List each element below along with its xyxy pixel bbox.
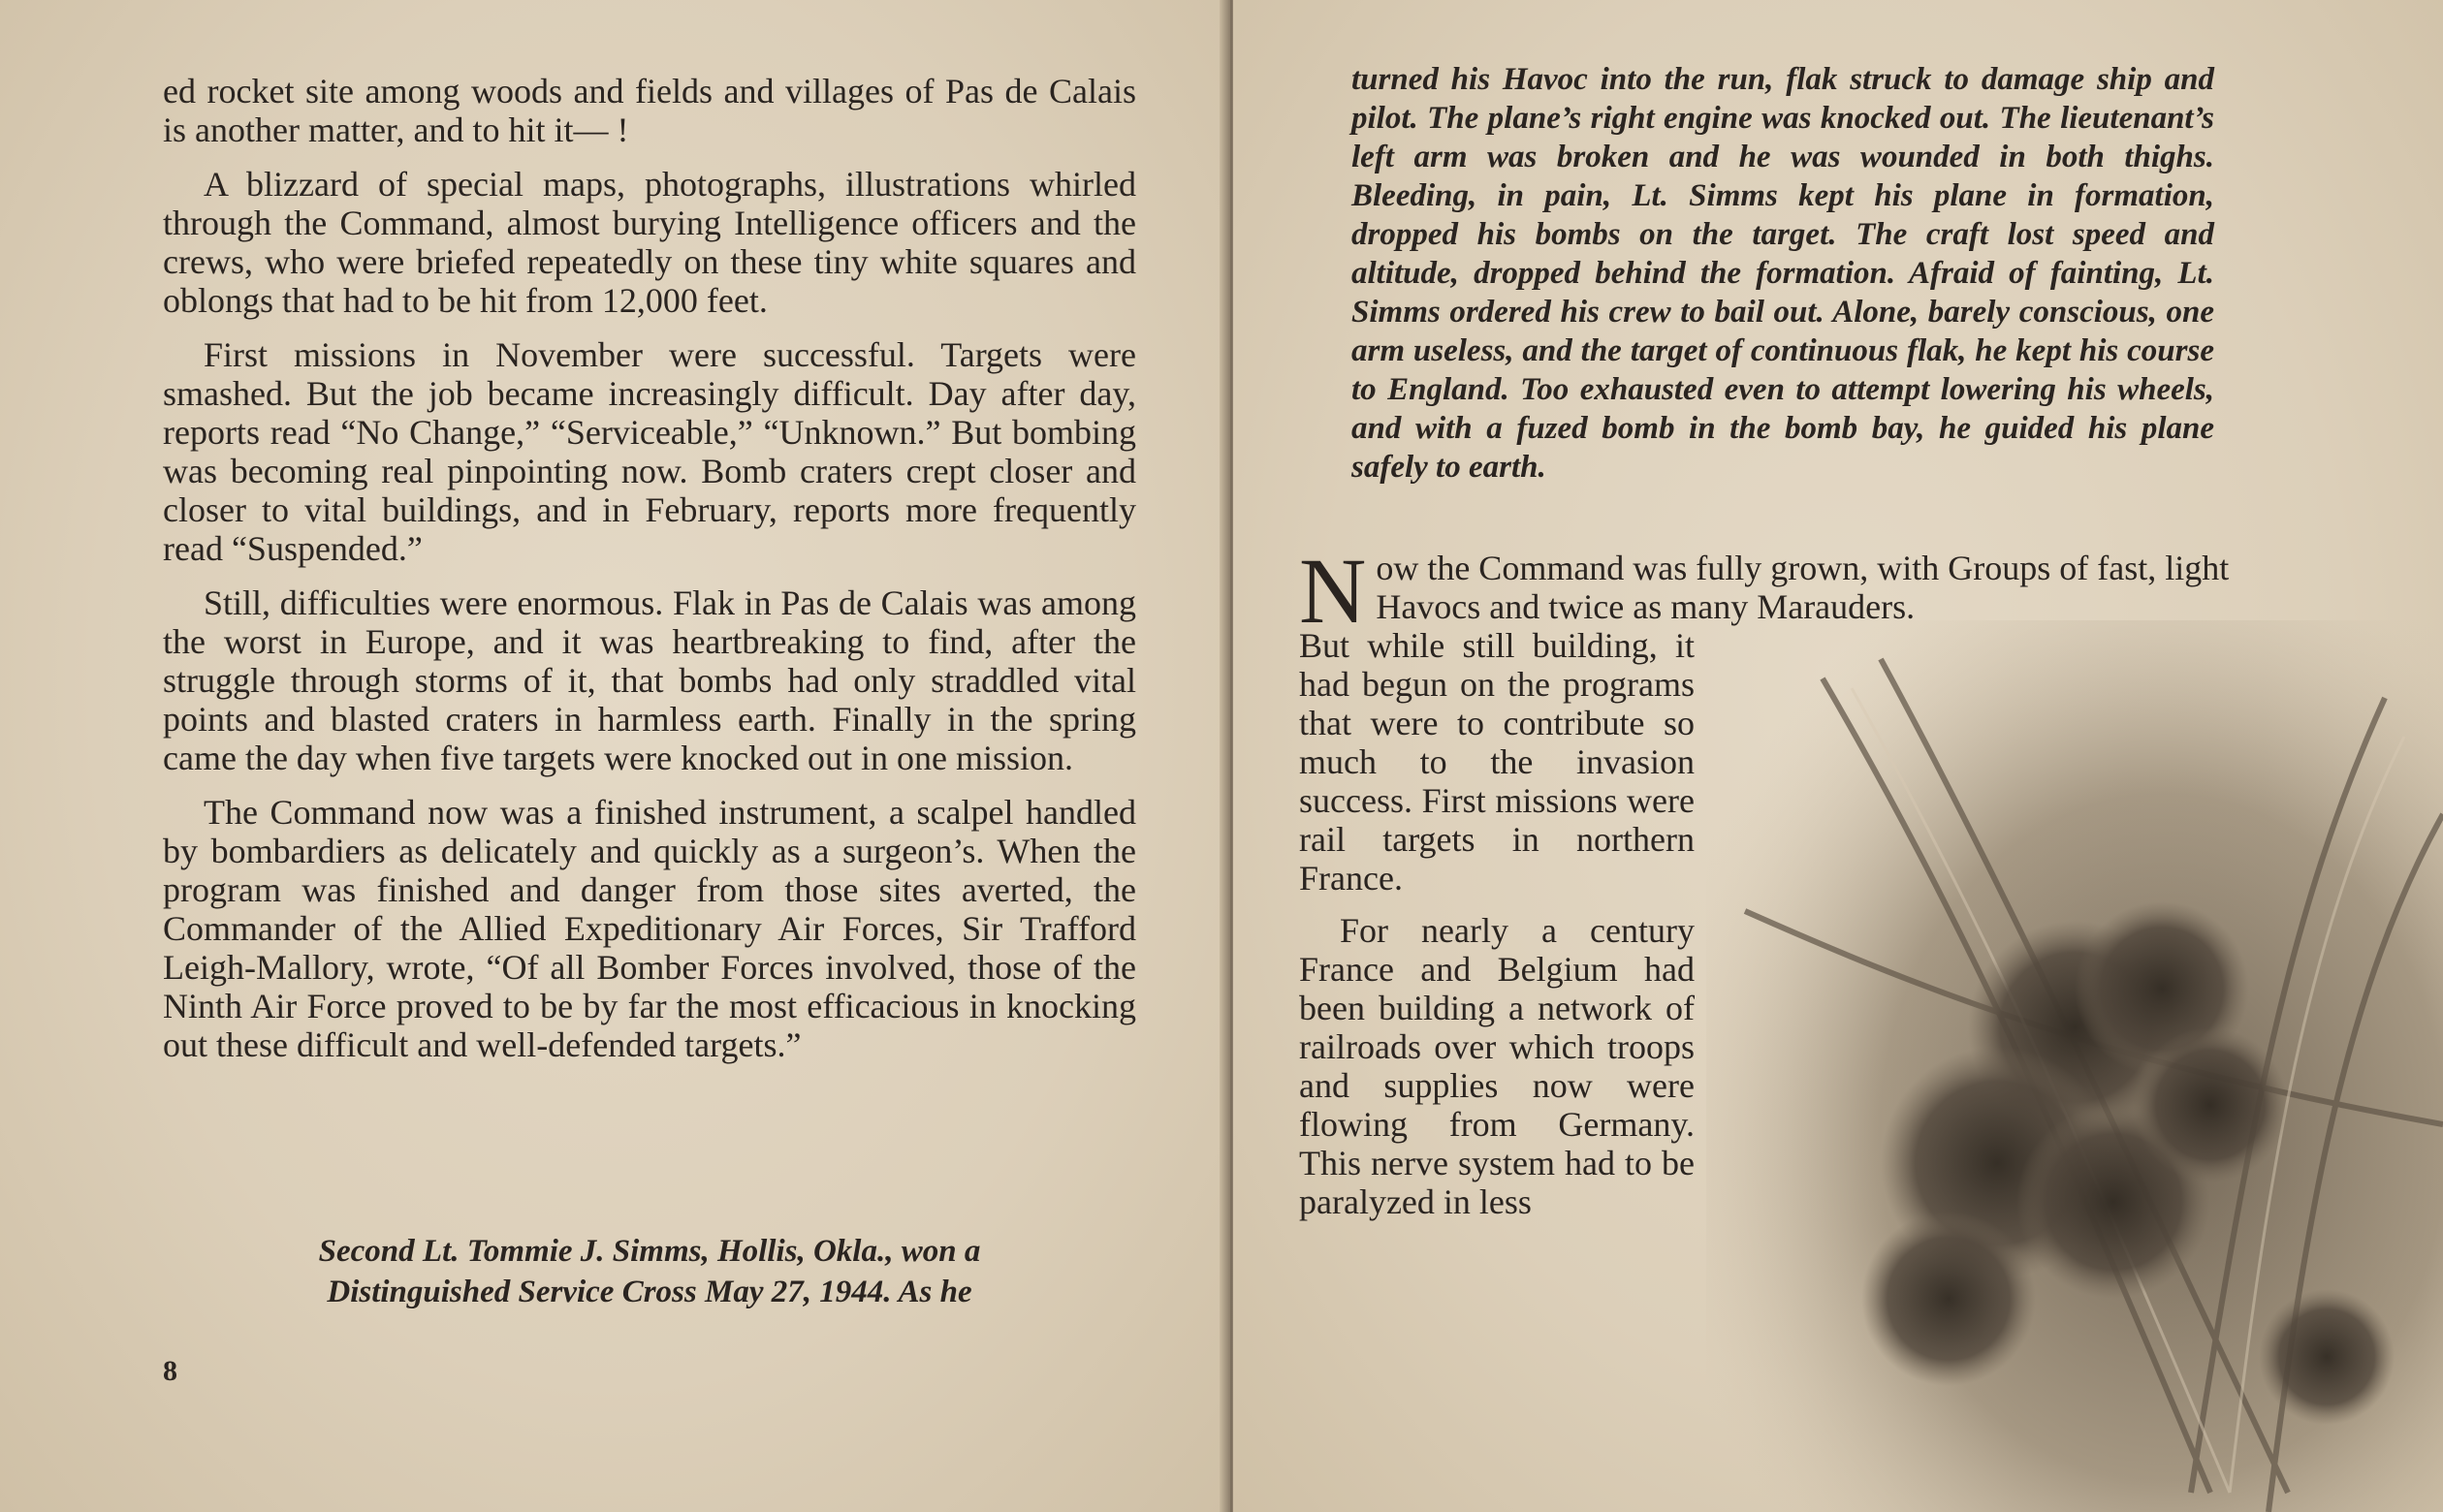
caption-line: Distinguished Service Cross May 27, 1944. As he bbox=[327, 1275, 972, 1309]
paragraph: The Command now was a finished instrument, a scalpel handled by bombardiers as delicately and quickly as a surgeon’s. When the program was finished and danger from those sites averted, the Commander of the Allied Expeditionary Air Forces, Sir Trafford Leigh-Mallory, wrote, “Of all Bomber Forces involved, those of the Ninth Air Force proved to be by far the most efficacious in knocking out these difficult and well-defended targets.” bbox=[163, 793, 1136, 1064]
page-number: 8 bbox=[163, 1355, 177, 1387]
narrow-text-column bbox=[1299, 626, 1695, 1221]
paragraph: A blizzard of special maps, photographs, illustrations whirled through the Command, almost burying Intelligence officers and the crews, who were briefed repeatedly on these tiny white squares and oblongs that had to be hit from 12,000 feet. bbox=[163, 165, 1136, 320]
simms-caption bbox=[163, 1231, 1136, 1312]
drop-cap: N bbox=[1299, 539, 1367, 643]
now-paragraph bbox=[1299, 539, 2263, 643]
paragraph: For nearly a century France and Belgium had been building a network of railroads over which troops and supplies now were flowing from Germany. This nerve system had to be paralyzed in less bbox=[1299, 911, 1695, 1221]
caption-line: Second Lt. Tommie J. Simms, Hollis, Okla., won a bbox=[318, 1234, 981, 1269]
left-text-column bbox=[163, 72, 1136, 1064]
paragraph: First missions in November were successful. Targets were smashed. But the job became increasingly difficult. Day after day, reports read “No Change,” “Serviceable,” “Unknown.” But bombing was becoming real pinpointing now. Bomb craters crept closer and closer to vital buildings, and in February, reports more frequently read “Suspended.” bbox=[163, 335, 1136, 568]
aerial-bombing-photo bbox=[1706, 620, 2443, 1512]
paragraph: ed rocket site among woods and fields and villages of Pas de Calais is another matter, and to hit it— ! bbox=[163, 72, 1136, 149]
simms-story-italic bbox=[1351, 60, 2214, 487]
now-first-line: ow the Command was fully grown, with Groups of fast, light Havocs and twice as many Marauders. bbox=[1376, 549, 2230, 626]
paragraph: But while still building, it had begun on the programs that were to contribute so much to the invasion success. First missions were rail targets in northern France. bbox=[1299, 626, 1695, 898]
italic-paragraph: turned his Havoc into the run, flak struck to damage ship and pilot. The plane’s right engine was knocked out. The lieutenant’s left arm was broken and he was wounded in both thighs. Bleeding, in pain, Lt. Simms kept his plane in formation, dropped his bombs on the target. The craft lost speed and altitude, dropped behind the formation. Afraid of fainting, Lt. Simms ordered his crew to bail out. Alone, barely conscious, one arm useless, and the target of continuous flak, he kept his course to England. Too exhausted even to attempt lowering his wheels, and with a fuzed bomb in the bomb bay, he guided his plane safely to earth. bbox=[1351, 62, 2214, 485]
paragraph: Still, difficulties were enormous. Flak in Pas de Calais was among the worst in Europe, and it was heartbreaking to find, after the struggle through storms of it, that bombs had only straddled vital points and blasted craters in harmless earth. Finally in the spring came the day when five targets were knocked out in one mission. bbox=[163, 583, 1136, 777]
